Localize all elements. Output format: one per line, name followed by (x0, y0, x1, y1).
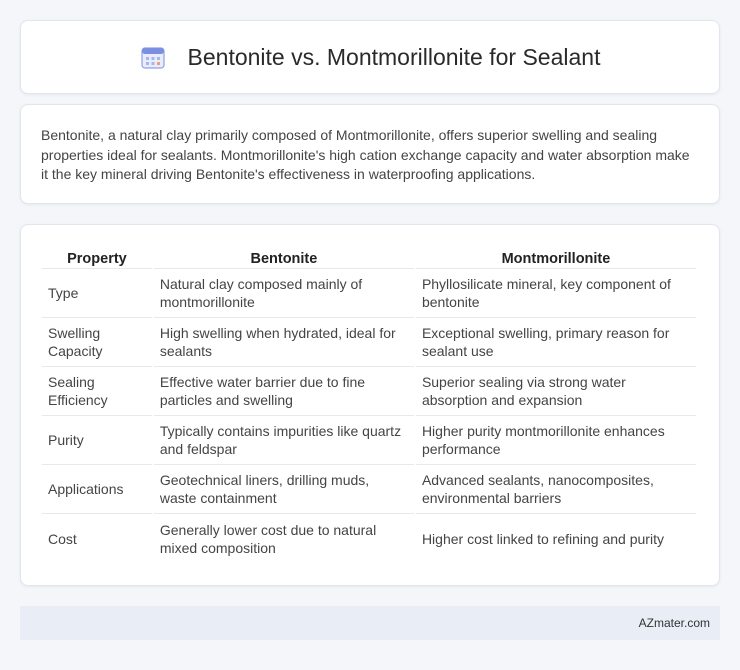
table-row (42, 465, 696, 514)
table-cell: High swelling when hydrated, ideal for sealants (154, 318, 414, 367)
table-cell: Effective water barrier due to fine particles and swelling (154, 367, 414, 416)
comparison-card (20, 224, 720, 586)
table-cell: Exceptional swelling, primary reason for sealant use (416, 318, 696, 367)
table-cell: Higher cost linked to refining and purity (421, 530, 664, 547)
table-row (42, 514, 696, 563)
column-header: Bentonite (154, 247, 414, 269)
table-cell: Phyllosilicate mineral, key component of bentonite (416, 269, 696, 318)
table-row (42, 269, 696, 318)
intro-text: Bentonite, a natural clay primarily composed of Montmorillonite, offers superior swelling and sealing properties ideal for sealants. Montmorillonite's high cation exchange capacity and water absorption make it the key mineral driving Bentonite's effectiveness in waterproofing applications. (41, 127, 690, 182)
table-row (42, 416, 696, 465)
table-cell: Swelling Capacity (42, 318, 152, 367)
column-header: Montmorillonite (416, 247, 696, 269)
footer-brand-link[interactable]: AZmater.com (638, 616, 710, 630)
table-cell: Typically contains impurities like quartz and feldspar (154, 416, 414, 465)
table-cell: Applications (42, 465, 152, 514)
page-title: Bentonite vs. Montmorillonite for Sealant (187, 43, 601, 70)
table-cell: Purity (42, 416, 152, 465)
table-cell: Higher purity montmorillonite enhances performance (416, 416, 696, 465)
column-header: Property (42, 247, 152, 269)
intro-card (20, 104, 720, 204)
calendar-icon (140, 44, 166, 70)
table-cell: Sealing Efficiency (42, 367, 152, 416)
table-row (42, 318, 696, 367)
table-cell: Superior sealing via strong water absorption and expansion (416, 367, 696, 416)
table-cell: Cost (48, 530, 77, 547)
table-cell: Type (42, 269, 152, 318)
comparison-table (40, 247, 698, 563)
table-row (42, 367, 696, 416)
table-cell: Generally lower cost due to natural mixed composition (159, 521, 377, 556)
footer-bar (20, 606, 720, 640)
table-cell: Natural clay composed mainly of montmorillonite (154, 269, 414, 318)
title-card (20, 20, 720, 94)
table-cell: Advanced sealants, nanocomposites, environmental barriers (416, 465, 696, 514)
table-cell: Geotechnical liners, drilling muds, waste containment (154, 465, 414, 514)
table-header-row (42, 247, 696, 269)
